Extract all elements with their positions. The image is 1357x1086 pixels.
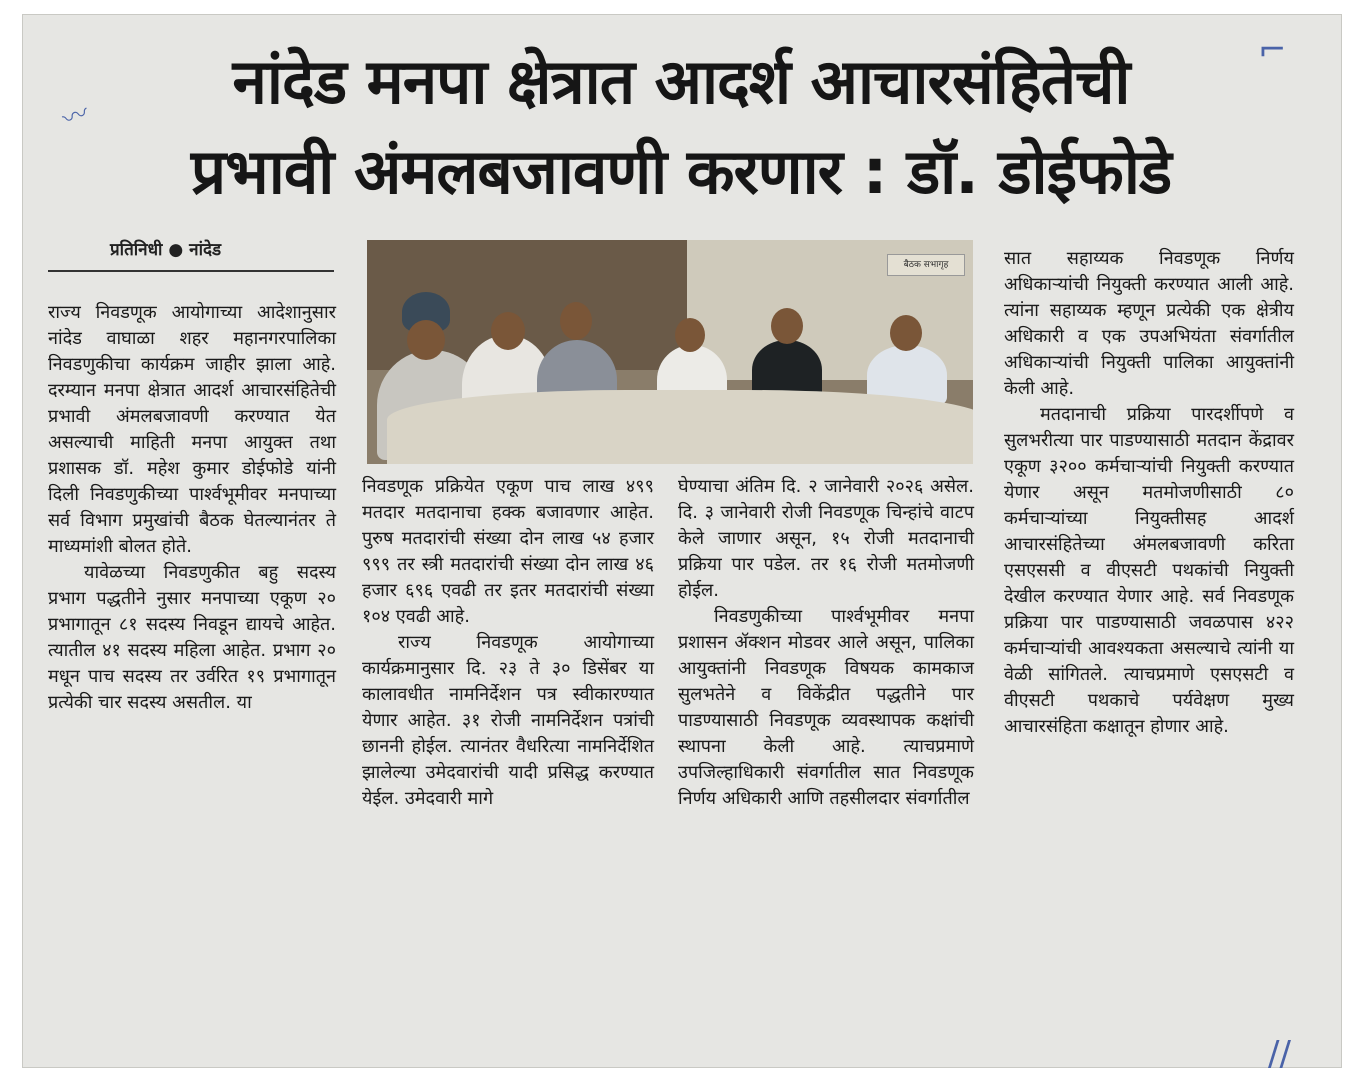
paragraph: निवडणूक प्रक्रियेत एकूण पाच लाख ४९९ मतदार मतदानाचा हक्क बजावणार आहेत. पुरुष मतदारांची संख्या दोन लाख ५४ हजार ९९९ तर स्त्री मतदारांची संख्या दोन लाख ४६ हजार ६९६ एवढी तर इतर मतदारांची संख्या १०४ एवढी आहे. bbox=[362, 476, 654, 627]
byline: प्रतिनिधी ● नांदेड bbox=[110, 240, 222, 260]
pen-mark-icon: ⌐ bbox=[1258, 30, 1287, 70]
paragraph: मतदानाची प्रक्रिया पारदर्शीपणे व सुलभरीत्या पार पाडण्यासाठी मतदान केंद्रावर एकूण ३२०० कर्मचाऱ्यांची नियुक्ती करण्यात येणार असून मतमोजणीसाठी ८० कर्मचाऱ्यांच्या नियुक्तीसह आदर्श आचारसंहितेच्या अंमलबजावणी करिता एसएससी व वीएसटी पथकांची नियुक्ती देखील करण्यात येणार आहे. सर्व निवडणूक प्रक्रिया पार पाडण्यासाठी जवळपास ४२२ कर्मचाऱ्यांची आवश्यकता असल्याचे त्यांनी या वेळी सांगितले. त्याचप्रमाणे एसएसटी व वीएसटी पथकाचे पर्यवेक्षण मुख्य आचारसंहिता कक्षातून होणार आहे. bbox=[1004, 404, 1294, 737]
headline-line-1: नांदेड मनपा क्षेत्रात आदर्श आचारसंहितेची bbox=[232, 45, 1130, 118]
paragraph: घेण्याचा अंतिम दि. २ जानेवारी २०२६ असेल. दि. ३ जानेवारी रोजी निवडणूक चिन्हांचे वाटप केले जाणार असून, १५ रोजी मतदानाची प्रक्रिया पार पडेल. तर १६ रोजी मतमोजणी होईल. bbox=[678, 476, 974, 601]
paragraph: राज्य निवडणूक आयोगाच्या आदेशानुसार नांदेड वाघाळा शहर महानगरपालिका निवडणुकीचा कार्यक्रम जाहीर झाला आहे. दरम्यान मनपा क्षेत्रात आदर्श आचारसंहितेची प्रभावी अंमलबजावणी करण्यात येत असल्याची माहिती मनपा आयुक्त तथा प्रशासक डॉ. महेश कुमार डोईफोडे यांनी दिली निवडणुकीच्या पार्श्वभूमीवर मनपाच्या सर्व विभाग प्रमुखांची बैठक घेतल्यानंतर ते माध्यमांशी बोलत होते. bbox=[48, 302, 336, 557]
byline-divider bbox=[48, 270, 334, 272]
photo-wall-sign: बैठक सभागृह bbox=[887, 254, 965, 276]
headline-line-2: प्रभावी अंमलबजावणी करणार : डॉ. डोईफोडे bbox=[190, 135, 1172, 208]
paragraph: सात सहाय्यक निवडणूक निर्णय अधिकाऱ्यांची नियुक्ती करण्यात आली आहे. त्यांना सहाय्यक म्हणून प्रत्येकी एक क्षेत्रीय अधिकारी व एक उपअभियंता संवर्गातील अधिकाऱ्यांची नियुक्ती पालिका आयुक्तांनी केली आहे. bbox=[1004, 248, 1294, 399]
paragraph: निवडणुकीच्या पार्श्वभूमीवर मनपा प्रशासन ॲक्शन मोडवर आले असून, पालिका आयुक्तांनी निवडणूक विषयक कामकाज सुलभतेने व विकेंद्रीत पद्धतीने पार पाडण्यासाठी निवडणूक व्यवस्थापक कक्षांची स्थापना केली आहे. त्याचप्रमाणे उपजिल्हाधिकारी संवर्गातील सात निवडणूक निर्णय अधिकारी आणि तहसीलदार संवर्गातील bbox=[678, 606, 974, 809]
pen-mark-icon: 〰 bbox=[58, 98, 94, 136]
article-column-4 bbox=[1004, 246, 1294, 740]
paragraph: राज्य निवडणूक आयोगाच्या कार्यक्रमानुसार दि. २३ ते ३० डिसेंबर या कालावधीत नामनिर्देशन पत्र स्वीकारण्यात येणार आहेत. ३१ रोजी नामनिर्देशन पत्रांची छाननी होईल. त्यानंतर वैधरित्या नामनिर्देशित झालेल्या उमेदवारांची यादी प्रसिद्ध करण्यात येईल. उमेदवारी मागे bbox=[362, 632, 654, 809]
article-column-3 bbox=[678, 474, 974, 812]
article-column-1 bbox=[48, 300, 336, 716]
pen-mark-icon: // bbox=[1268, 1034, 1291, 1074]
meeting-photo bbox=[367, 240, 973, 464]
article-column-2 bbox=[362, 474, 654, 812]
paragraph: यावेळच्या निवडणुकीत बहु सदस्य प्रभाग पद्धतीने नुसार मनपाच्या एकूण २० प्रभागातून ८१ सदस्य निवडून द्यायचे आहेत. त्यातील ४१ सदस्य महिला आहेत. प्रभाग २० मधून पाच सदस्य तर उर्वरित १९ प्रभागातून प्रत्येकी चार सदस्य असतील. या bbox=[48, 562, 336, 713]
